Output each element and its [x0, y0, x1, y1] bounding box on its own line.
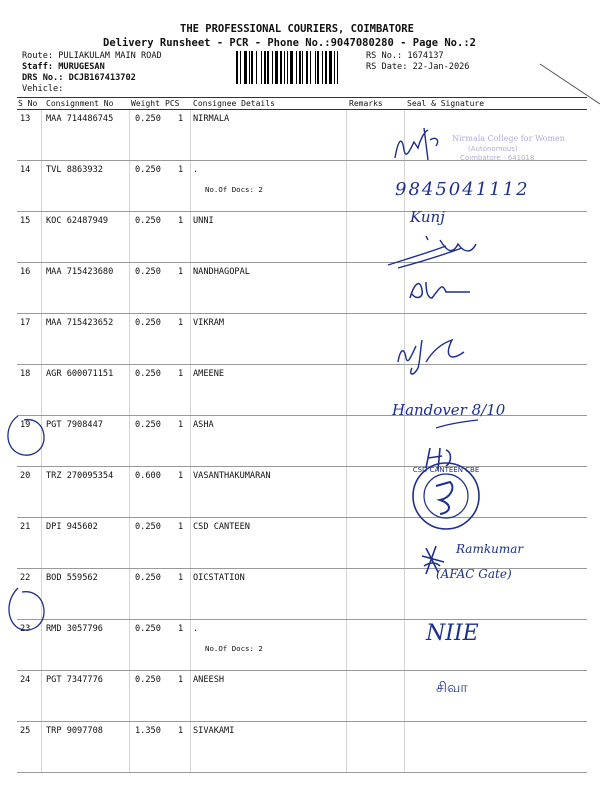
row-consignee: CSD CANTEEN [193, 522, 250, 532]
handwritten-phone: 9845041112 [395, 179, 530, 200]
col-sno: S No [18, 99, 38, 108]
row-consignee: UNNI [193, 216, 214, 226]
column-rule [129, 365, 130, 415]
row-sno: 24 [20, 675, 31, 685]
column-rule [404, 467, 405, 517]
row-rule [17, 160, 587, 161]
row-sno: 15 [20, 216, 31, 226]
barcode-bar [251, 51, 253, 84]
barcode-bar [275, 51, 278, 84]
row-consignment: AGR 600071151 [46, 369, 114, 379]
signature-16 [388, 236, 476, 268]
barcode-bar [264, 51, 266, 84]
barcode-bar [337, 51, 338, 84]
row-weight: 0.600 [135, 471, 161, 481]
row-weight: 0.250 [135, 267, 161, 277]
row-weight: 0.250 [135, 522, 161, 532]
row-consignment: PGT 7347776 [46, 675, 103, 685]
row-pcs: 1 [178, 165, 184, 175]
column-rule [346, 365, 347, 415]
row-rule [17, 670, 587, 671]
column-rule [190, 671, 191, 721]
column-rule [346, 620, 347, 670]
column-rule [190, 314, 191, 364]
barcode-bar [256, 51, 257, 84]
barcode-bar [284, 51, 285, 84]
row-sno: 19 [20, 420, 31, 430]
route-label: Route: PULIAKULAM MAIN ROAD [22, 51, 162, 61]
row-pcs: 1 [178, 267, 184, 277]
row-consignment: MAA 715423680 [46, 267, 114, 277]
row-pcs: 1 [178, 420, 184, 430]
handwritten-afac: (AFAC Gate) [436, 567, 512, 581]
signature-18 [398, 340, 464, 374]
column-rule [190, 467, 191, 517]
row-weight: 1.350 [135, 726, 161, 736]
row-consignee: . [193, 624, 199, 634]
row-consignment: TRZ 270095354 [46, 471, 114, 481]
barcode-bar [267, 51, 269, 84]
barcode-bar [287, 51, 288, 84]
row-rule [17, 313, 587, 314]
barcode-bar [322, 51, 323, 84]
stamp-college-line3: Coimbatore - 641018 [460, 154, 535, 162]
header-bottom-rule [17, 109, 587, 110]
staff-label: Staff: MURUGESAN [22, 62, 105, 72]
column-rule [129, 518, 130, 568]
column-rule [129, 161, 130, 211]
column-rule [404, 314, 405, 364]
vehicle-label: Vehicle: [22, 84, 64, 94]
barcode-bar [236, 51, 238, 84]
barcode-bar [299, 51, 301, 84]
row-consignment: TVL 8863932 [46, 165, 103, 175]
column-rule [346, 569, 347, 619]
row-sno: 17 [20, 318, 31, 328]
column-rule [404, 161, 405, 211]
column-rule [190, 569, 191, 619]
row-sno: 25 [20, 726, 31, 736]
column-rule [41, 365, 42, 415]
row-rule [17, 619, 587, 620]
row-sno: 23 [20, 624, 31, 634]
row-rule [17, 364, 587, 365]
column-rule [346, 722, 347, 772]
header-top-rule [17, 97, 587, 98]
handwritten-handover: Handover 8/10 [392, 401, 506, 419]
row-consignee: SIVAKAMI [193, 726, 235, 736]
col-seal-signature: Seal & Signature [407, 99, 485, 108]
row-rule [17, 721, 587, 722]
column-rule [190, 212, 191, 262]
column-rule [404, 416, 405, 466]
row-consignment: PGT 7908447 [46, 420, 103, 430]
column-rule [129, 569, 130, 619]
row-consignment: MAA 714486745 [46, 114, 114, 124]
row-pcs: 1 [178, 114, 184, 124]
row-consignee: VASANTHAKUMARAN [193, 471, 271, 481]
column-rule [41, 110, 42, 160]
column-rule [404, 365, 405, 415]
drs-number: DRS No.: DCJB167413702 [22, 73, 136, 83]
seal-text: CSD CANTEEN CBE [412, 466, 480, 474]
column-rule [41, 620, 42, 670]
row-consignee: NANDHAGOPAL [193, 267, 250, 277]
row-pcs: 1 [178, 216, 184, 226]
column-rule [41, 212, 42, 262]
column-rule [190, 263, 191, 313]
row-consignee: . [193, 165, 199, 175]
row-pcs: 1 [178, 573, 184, 583]
row-pcs: 1 [178, 624, 184, 634]
row-sno: 21 [20, 522, 31, 532]
row-sno: 16 [20, 267, 31, 277]
row-pcs: 1 [178, 369, 184, 379]
col-remarks: Remarks [349, 99, 383, 108]
column-rule [41, 161, 42, 211]
column-rule [346, 671, 347, 721]
column-rule [41, 263, 42, 313]
barcode [236, 51, 364, 84]
signature-22 [422, 546, 444, 574]
row-docs-note: No.Of Docs: 2 [205, 644, 263, 653]
barcode-bar [296, 51, 297, 84]
column-rule [129, 671, 130, 721]
barcode-bar [272, 51, 273, 84]
handwritten-unni: Kunj [410, 208, 445, 226]
barcode-bar [302, 51, 303, 84]
column-rule [41, 722, 42, 772]
barcode-bar [261, 51, 262, 84]
barcode-bar [325, 51, 327, 84]
column-rule [129, 314, 130, 364]
rs-date: RS Date: 22-Jan-2026 [366, 62, 470, 72]
column-rule [129, 467, 130, 517]
barcode-bar [310, 51, 311, 84]
row-consignment: MAA 715423652 [46, 318, 114, 328]
column-rule [190, 620, 191, 670]
barcode-bar [334, 51, 335, 84]
column-rule [129, 110, 130, 160]
row-rule [17, 211, 587, 212]
row-sno: 14 [20, 165, 31, 175]
column-rule [404, 518, 405, 568]
barcode-bar [244, 51, 247, 84]
column-rule [404, 110, 405, 160]
column-rule [404, 212, 405, 262]
signature-19-underline [436, 420, 478, 428]
barcode-bar [315, 51, 316, 84]
column-rule [346, 263, 347, 313]
row-consignment: KOC 62487949 [46, 216, 109, 226]
column-rule [190, 416, 191, 466]
row-pcs: 1 [178, 726, 184, 736]
column-rule [41, 518, 42, 568]
signature-17 [410, 282, 470, 298]
barcode-bar [306, 51, 308, 84]
column-rule [346, 518, 347, 568]
column-rule [346, 416, 347, 466]
col-pcs: PCS [165, 99, 180, 108]
signature-13 [395, 128, 438, 160]
column-rule [190, 110, 191, 160]
row-weight: 0.250 [135, 675, 161, 685]
row-consignee: OICSTATION [193, 573, 245, 583]
stamp-college-line1: Nirmala College for Women [452, 134, 565, 143]
handwritten-sivakami: சிவா [436, 680, 468, 696]
column-rule [404, 620, 405, 670]
row-weight: 0.250 [135, 624, 161, 634]
row-consignee: AMEENE [193, 369, 225, 379]
column-rule [346, 314, 347, 364]
barcode-bar [290, 51, 293, 84]
row-consignee: NIRMALA [193, 114, 230, 124]
column-rule [346, 110, 347, 160]
column-rule [404, 263, 405, 313]
runsheet-title: Delivery Runsheet - PCR - Phone No.:9047080280 - Page No.:2 [103, 37, 476, 49]
row-pcs: 1 [178, 675, 184, 685]
barcode-bar [249, 51, 250, 84]
column-rule [404, 722, 405, 772]
row-sno: 13 [20, 114, 31, 124]
company-title: THE PROFESSIONAL COURIERS, COIMBATORE [180, 23, 414, 35]
column-rule [404, 569, 405, 619]
row-consignee: ASHA [193, 420, 214, 430]
row-pcs: 1 [178, 522, 184, 532]
col-consignment: Consignment No [46, 99, 114, 108]
row-weight: 0.250 [135, 114, 161, 124]
row-consignment: BOD 559562 [46, 573, 98, 583]
column-rule [190, 518, 191, 568]
row-weight: 0.250 [135, 369, 161, 379]
row-consignee: ANEESH [193, 675, 225, 685]
column-rule [129, 416, 130, 466]
row-rule [17, 568, 587, 569]
row-consignment: TRP 9097708 [46, 726, 103, 736]
column-rule [129, 722, 130, 772]
row-sno: 22 [20, 573, 31, 583]
csd-seal [413, 463, 480, 529]
row-weight: 0.250 [135, 420, 161, 430]
column-rule [41, 671, 42, 721]
row-rule [17, 466, 587, 467]
college-stamp [452, 134, 565, 162]
row-pcs: 1 [178, 318, 184, 328]
column-rule [41, 416, 42, 466]
column-rule [129, 212, 130, 262]
row-rule [17, 415, 587, 416]
barcode-bar [329, 51, 332, 84]
col-consignee: Consignee Details [193, 99, 275, 108]
barcode-bar [240, 51, 241, 84]
column-rule [190, 365, 191, 415]
column-rule [129, 620, 130, 670]
row-weight: 0.250 [135, 216, 161, 226]
column-rule [346, 161, 347, 211]
stamp-college-line2: (Autonomous) [468, 145, 518, 153]
rs-number: RS No.: 1674137 [366, 51, 444, 61]
row-consignment: RMD 3057796 [46, 624, 103, 634]
column-rule [346, 467, 347, 517]
row-weight: 0.250 [135, 165, 161, 175]
row-weight: 0.250 [135, 573, 161, 583]
column-rule [404, 671, 405, 721]
row-rule [17, 262, 587, 263]
row-sno: 18 [20, 369, 31, 379]
pen-stroke [540, 64, 600, 104]
column-rule [41, 314, 42, 364]
row-sno: 20 [20, 471, 31, 481]
handwritten-ramkumar: Ramkumar [456, 542, 524, 556]
row-rule [17, 772, 587, 773]
row-pcs: 1 [178, 471, 184, 481]
row-docs-note: No.Of Docs: 2 [205, 185, 263, 194]
barcode-bar [280, 51, 282, 84]
column-rule [346, 212, 347, 262]
column-rule [190, 722, 191, 772]
barcode-bar [317, 51, 319, 84]
row-consignee: VIKRAM [193, 318, 225, 328]
handwritten-aneesh: NIIE [426, 621, 479, 646]
column-rule [41, 569, 42, 619]
row-consignment: DPI 945602 [46, 522, 98, 532]
col-weight: Weight [131, 99, 160, 108]
column-rule [129, 263, 130, 313]
row-weight: 0.250 [135, 318, 161, 328]
column-rule [190, 161, 191, 211]
column-rule [41, 467, 42, 517]
row-rule [17, 517, 587, 518]
